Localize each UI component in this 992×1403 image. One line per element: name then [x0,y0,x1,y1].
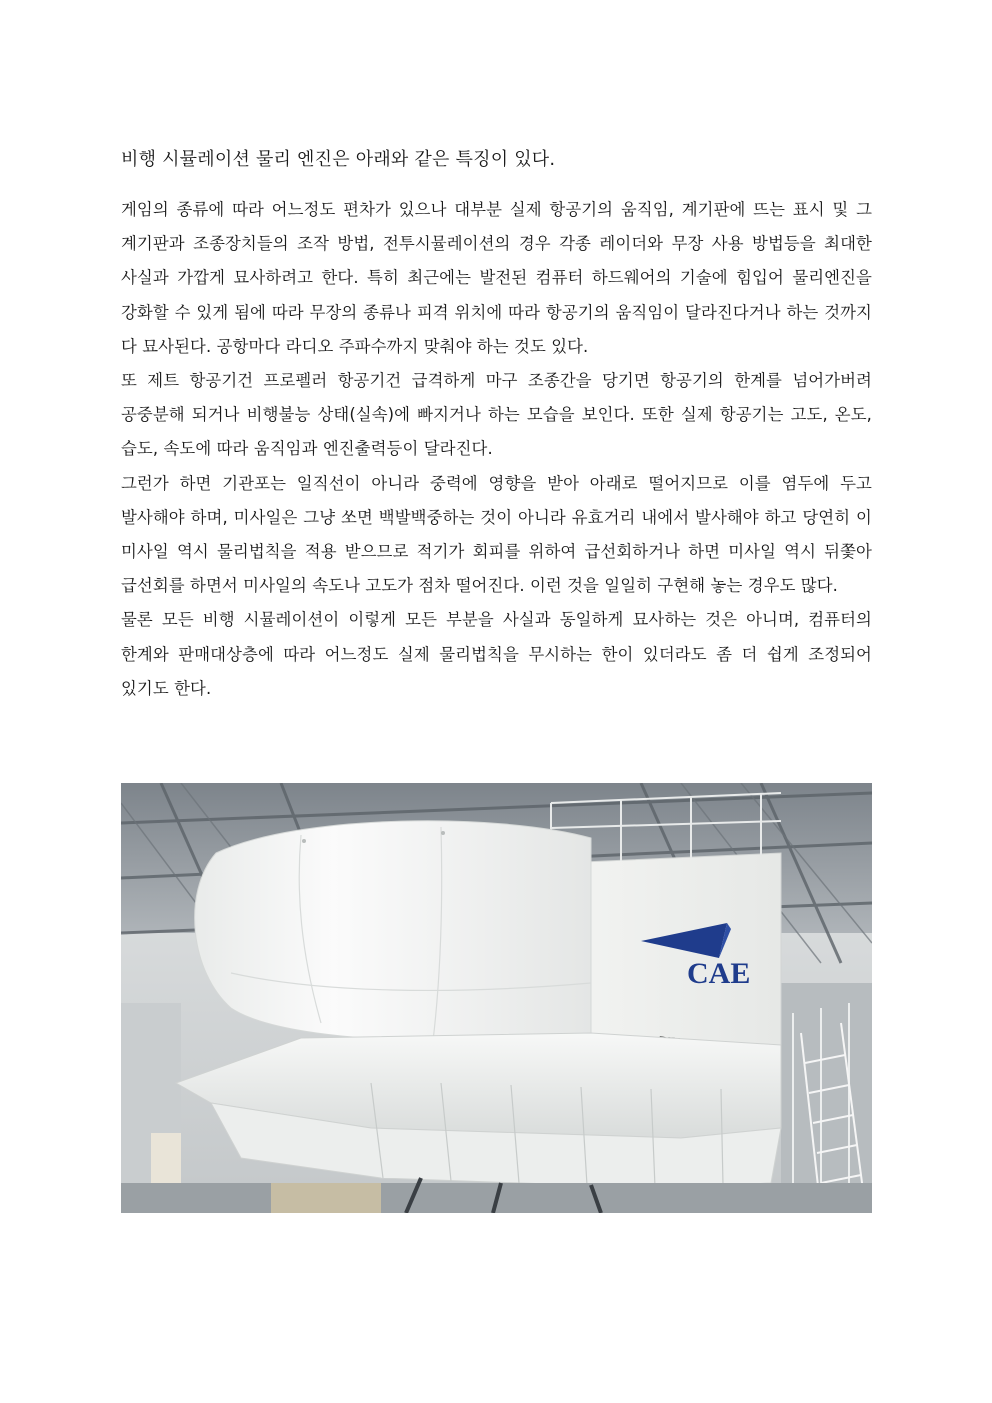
body-text [121,193,872,706]
paragraph-1: 게임의 종류에 따라 어느정도 편차가 있으나 대부분 실제 항공기의 움직임, 계기판에 뜨는 표시 및 그 계기판과 조종장치들의 조작 방법, 전투시뮬레이션의 경우 각종 레이더와 무장 사용 방법등을 최대한 사실과 가깝게 묘사하려고 한다. 특히 최근에는 발전된 컴퓨터 하드웨어의 기술에 힘입어 물리엔진을 강화할 수 있게 됨에 따라 무장의 종류나 피격 위치에 따라 항공기의 움직임이 달라진다거나 하는 것까지 다 묘사된다. 공항마다 라디오 주파수까지 맞춰야 하는 것도 있다. [121,200,872,356]
paragraph-2: 또 제트 항공기건 프로펠러 항공기건 급격하게 마구 조종간을 당기면 항공기의 한계를 넘어가버려 공중분해 되거나 비행불능 상태(실속)에 빠지거나 하는 모습을 보인다. 또한 실제 항공기는 고도, 온도, 습도, 속도에 따라 움직임과 엔진출력등이 달라진다. [121,371,872,459]
paragraph-3: 그런가 하면 기관포는 일직선이 아니라 중력에 영향을 받아 아래로 떨어지므로 이를 염두에 두고 발사해야 하며, 미사일은 그냥 쏘면 백발백중하는 것이 아니라 유효거리 내에서 발사해야 하고 당연히 이 미사일 역시 물리법칙을 적용 받으므로 적기가 회피를 위하여 급선회하거나 하면 미사일 역시 뒤쫓아 급선회를 하면서 미사일의 속도나 고도가 점차 떨어진다. 이런 것을 일일히 구현해 놓는 경우도 많다. [121,473,872,596]
simulator-dome [195,821,591,1043]
flight-simulator-photo [121,783,872,1213]
cae-logo-text: CAE [687,957,751,990]
paragraph-4: 물론 모든 비행 시뮬레이션이 이렇게 모든 부분을 사실과 동일하게 묘사하는 것은 아니며, 컴퓨터의 한계와 판매대상층에 따라 어느정도 실제 물리법칙을 무시하는 한이 있더라도 좀 더 쉽게 조정되어 있기도 한다. [121,610,872,698]
section-heading: 비행 시뮬레이션 물리 엔진은 아래와 같은 특징이 있다. [121,149,556,170]
